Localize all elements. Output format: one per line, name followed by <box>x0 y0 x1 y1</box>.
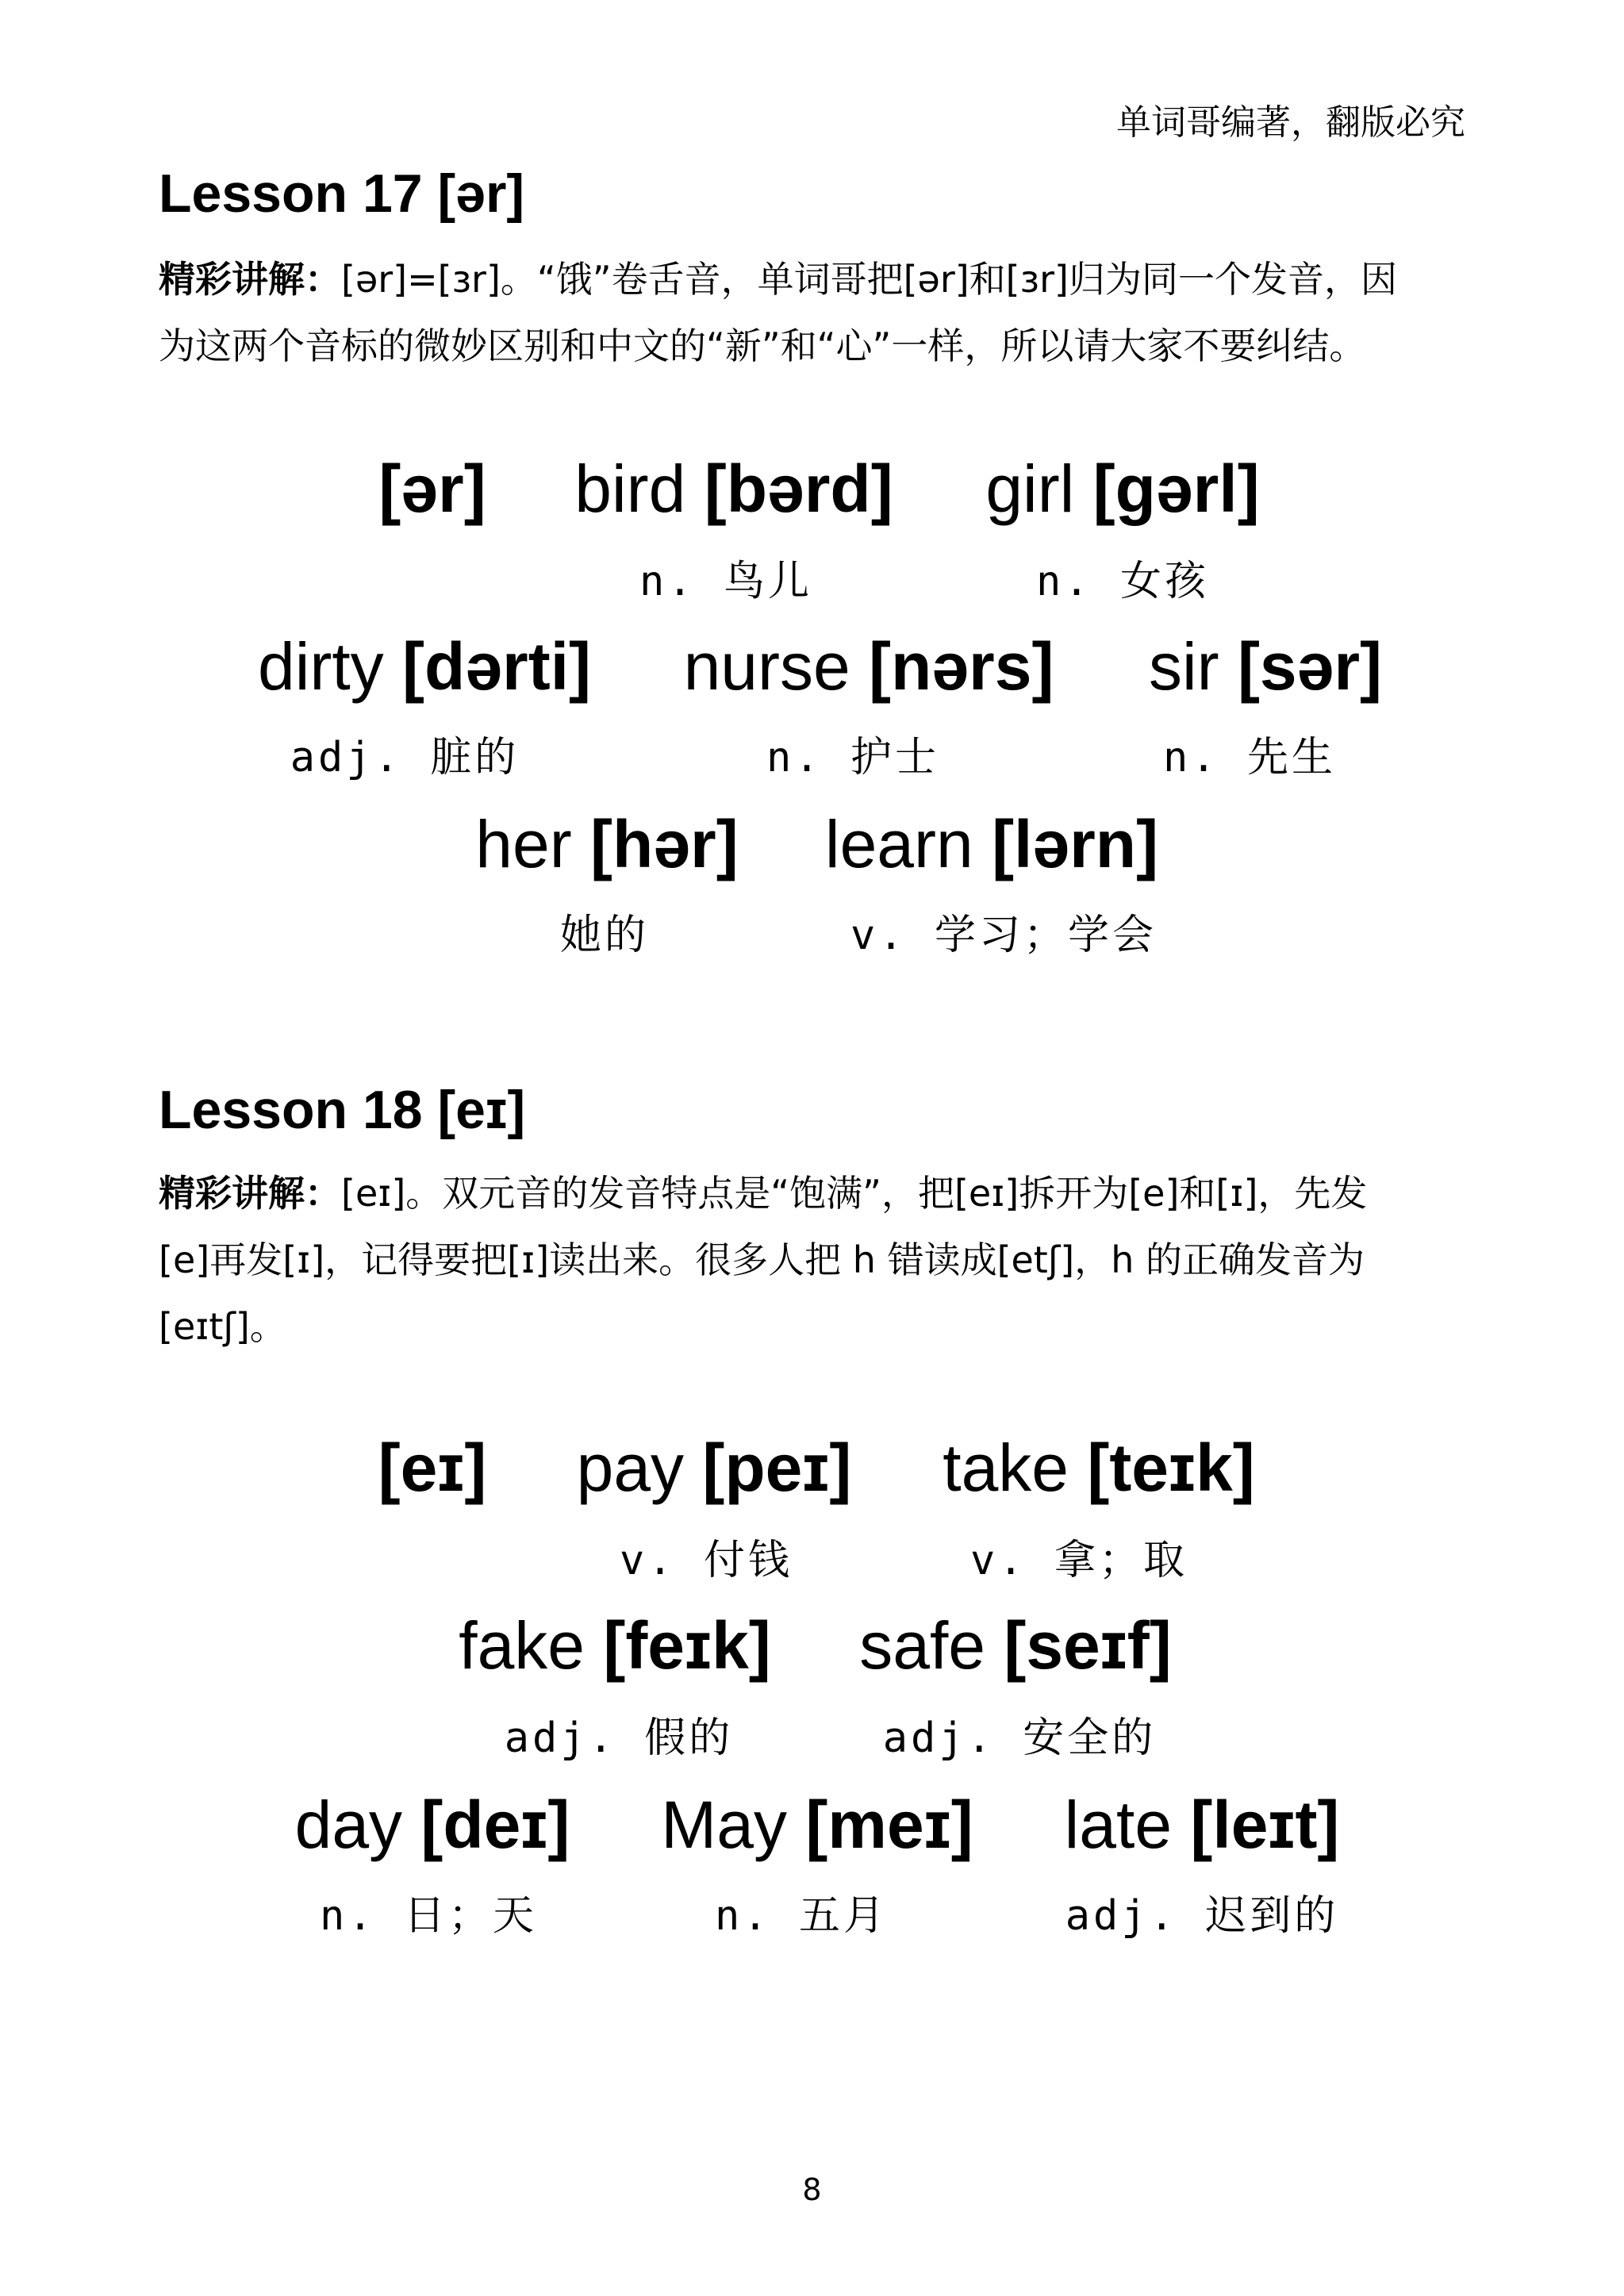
lesson-17-explain-line-2: 为这两个音标的微妙区别和中文的“新”和“心”一样，所以请大家不要纠结。 <box>159 324 1366 367</box>
word-her-text: her <box>475 807 572 881</box>
word-safe-ipa: [seɪf] <box>1004 1608 1172 1683</box>
lesson-18-explain-lead: 精彩讲解： <box>159 1172 341 1215</box>
lesson-17-gloss-row-3 <box>0 901 1624 957</box>
lesson-18-gloss-row-1 <box>0 1526 1624 1582</box>
gloss-nurse: n. 护士 <box>766 734 939 781</box>
word-late-text: late <box>1064 1787 1173 1862</box>
lesson-18-explain-line-3: [eɪtʃ]。 <box>159 1305 286 1348</box>
word-sir-text: sir <box>1148 629 1219 704</box>
gloss-day: n. 日；天 <box>320 1892 537 1940</box>
lesson-17-explain-lead: 精彩讲解： <box>159 258 341 301</box>
word-learn-text: learn <box>824 807 973 881</box>
word-safe <box>859 1607 1172 1684</box>
word-day-text: day <box>294 1787 403 1862</box>
lesson-17-title: Lesson 17 [ər] <box>159 163 525 224</box>
lesson-17-symbol <box>378 451 486 528</box>
word-learn-ipa: [lərn] <box>992 807 1159 881</box>
lesson-18-explanation <box>159 1160 1468 1360</box>
word-her <box>475 806 738 883</box>
word-late <box>1065 1787 1340 1864</box>
lesson-18-symbol <box>378 1430 487 1507</box>
lesson-17-word-row-3 <box>0 806 1624 885</box>
lesson-18-word-row-3 <box>0 1787 1624 1866</box>
gloss-dirty: adj. 脏的 <box>290 734 520 781</box>
lesson-18-explain-line-1 <box>159 1160 1468 1227</box>
word-day-ipa: [deɪ] <box>420 1787 570 1862</box>
header-note: 单词哥编著，翻版必究 <box>1116 102 1465 143</box>
lesson-18-explain-line-2: [e]再发[ɪ]，记得要把[ɪ]读出来。很多人把 h 错读成[etʃ]，h 的正确发音为 <box>159 1238 1365 1281</box>
word-fake-text: fake <box>459 1608 585 1683</box>
lesson-17-word-row-2 <box>0 628 1624 708</box>
word-bird-text: bird <box>574 451 686 526</box>
lesson-17-explain-line-1 <box>159 246 1468 313</box>
lesson-17-explanation <box>159 246 1468 379</box>
lesson-18-word-row-1 <box>0 1430 1624 1509</box>
gloss-late: adj. 迟到的 <box>1065 1892 1339 1940</box>
lesson-17-gloss-row-2 <box>0 724 1624 779</box>
word-late-ipa: [leɪt] <box>1190 1787 1340 1862</box>
word-bird-ipa: [bərd] <box>704 451 893 526</box>
word-day <box>295 1787 570 1864</box>
lesson-17-symbol-ipa: [ər] <box>378 451 486 526</box>
gloss-learn: v. 学习；学会 <box>850 912 1157 959</box>
word-girl-text: girl <box>985 451 1075 526</box>
word-her-ipa: [hər] <box>590 807 739 881</box>
word-dirty-text: dirty <box>257 629 384 704</box>
lesson-18-gloss-row-3 <box>0 1882 1624 1940</box>
word-girl <box>985 451 1259 528</box>
word-dirty-ipa: [dərti] <box>402 629 592 704</box>
word-nurse <box>684 628 1054 705</box>
lesson-18-symbol-ipa: [eɪ] <box>378 1430 487 1505</box>
lesson-18-gloss-row-2 <box>0 1704 1624 1760</box>
word-dirty <box>258 628 591 705</box>
gloss-take: v. 拿；取 <box>970 1537 1188 1584</box>
word-learn <box>825 806 1158 883</box>
lesson-17-explain-text-1: [ər]=[ɜr]。“饿”卷舌音，单词哥把[ər]和[ɜr]归为同一个发音，因 <box>341 258 1397 301</box>
word-sir <box>1149 628 1382 705</box>
word-take <box>943 1430 1255 1507</box>
word-fake <box>459 1607 771 1684</box>
word-may-ipa: [meɪ] <box>805 1787 973 1862</box>
gloss-her: 她的 <box>559 912 650 959</box>
word-nurse-ipa: [nərs] <box>869 629 1054 704</box>
word-sir-ipa: [sər] <box>1237 629 1383 704</box>
gloss-bird: n. 鸟儿 <box>639 558 812 605</box>
page-number: 8 <box>802 2172 822 2207</box>
word-take-text: take <box>943 1430 1069 1505</box>
word-nurse-text: nurse <box>683 629 850 704</box>
word-pay <box>577 1430 852 1507</box>
lesson-18-title: Lesson 18 [eɪ] <box>159 1080 526 1140</box>
word-fake-ipa: [feɪk] <box>603 1608 771 1683</box>
word-pay-text: pay <box>576 1430 685 1505</box>
lesson-18-explain-text-1: [eɪ]。双元音的发音特点是“饱满”，把[eɪ]拆开为[e]和[ɪ]，先发 <box>341 1172 1368 1215</box>
word-bird <box>574 451 893 528</box>
word-pay-ipa: [peɪ] <box>702 1430 852 1505</box>
lesson-18-word-row-2 <box>0 1607 1624 1687</box>
word-may <box>661 1787 973 1864</box>
lesson-17-gloss-row-1 <box>0 547 1624 603</box>
gloss-fake: adj. 假的 <box>504 1714 734 1762</box>
word-may-text: May <box>661 1787 787 1862</box>
gloss-sir: n. 先生 <box>1163 734 1336 781</box>
word-girl-ipa: [gərl] <box>1092 451 1260 526</box>
gloss-safe: adj. 安全的 <box>882 1714 1157 1762</box>
lesson-17-word-row-1 <box>0 451 1624 530</box>
gloss-girl: n. 女孩 <box>1036 558 1209 605</box>
gloss-may: n. 五月 <box>715 1892 888 1940</box>
word-take-ipa: [teɪk] <box>1087 1430 1255 1505</box>
word-safe-text: safe <box>859 1608 986 1683</box>
gloss-pay: v. 付钱 <box>620 1537 793 1584</box>
